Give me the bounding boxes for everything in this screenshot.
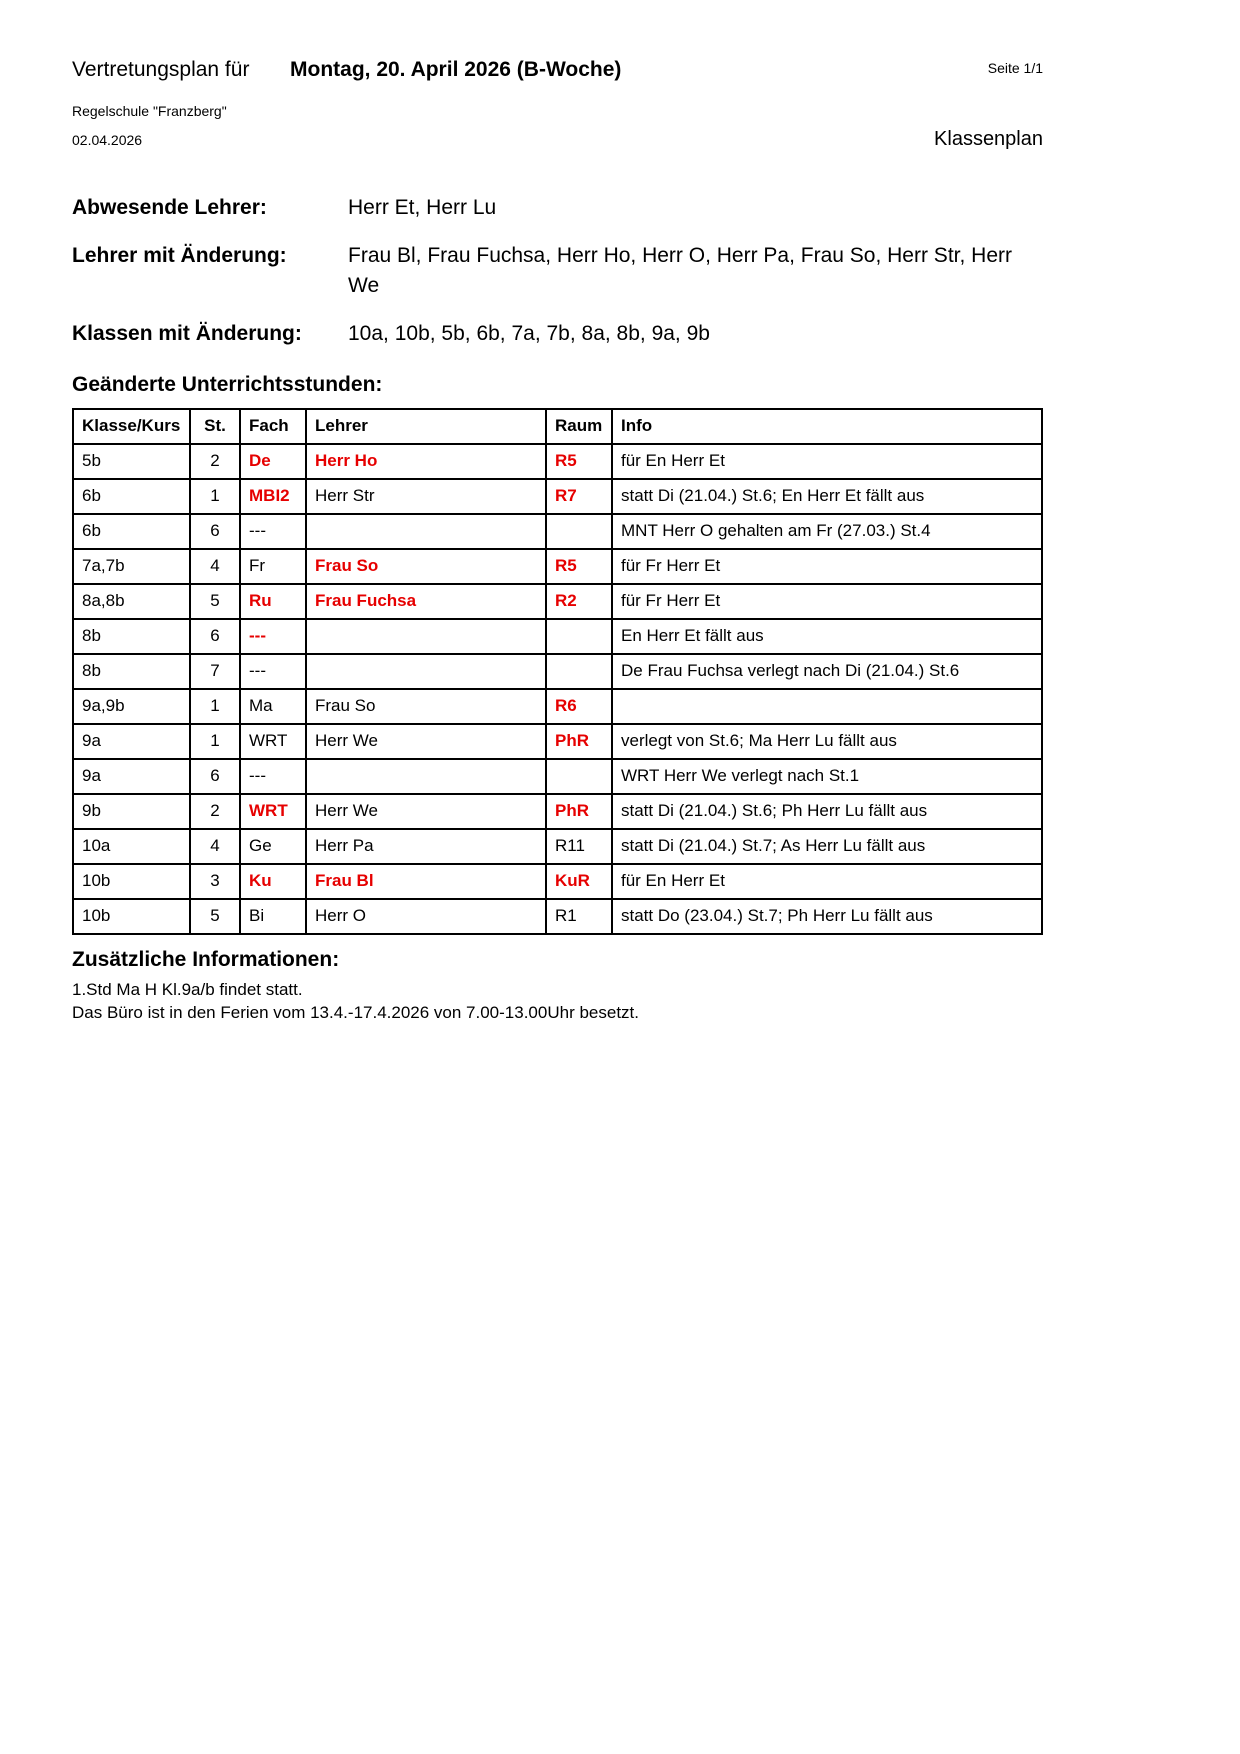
col-header-lehrer: Lehrer xyxy=(306,409,546,444)
cell-st: 5 xyxy=(190,899,240,934)
cell-st: 5 xyxy=(190,584,240,619)
table-header-row xyxy=(73,409,1042,444)
table-row xyxy=(73,724,1042,759)
cell-st: 1 xyxy=(190,479,240,514)
cell-info: WRT Herr We verlegt nach St.1 xyxy=(612,759,1042,794)
cell-fach: Ma xyxy=(240,689,306,724)
cell-info: De Frau Fuchsa verlegt nach Di (21.04.) St.6 xyxy=(612,654,1042,689)
cell-fach: MBI2 xyxy=(240,479,306,514)
school-name: Regelschule "Franzberg" xyxy=(72,103,227,119)
additional-info-line-2: Das Büro ist in den Ferien vom 13.4.-17.4.2026 von 7.00-13.00Uhr besetzt. xyxy=(72,1002,639,1022)
table-row xyxy=(73,654,1042,689)
cell-lehrer xyxy=(306,514,546,549)
cell-klasse: 9b xyxy=(73,794,190,829)
cell-fach: De xyxy=(240,444,306,479)
cell-info: statt Di (21.04.) St.7; As Herr Lu fällt aus xyxy=(612,829,1042,864)
cell-st: 2 xyxy=(190,444,240,479)
cell-st: 7 xyxy=(190,654,240,689)
absent-teachers-value: Herr Et, Herr Lu xyxy=(348,196,497,219)
changed-teachers-label: Lehrer mit Änderung: xyxy=(72,244,287,268)
cell-lehrer: Frau So xyxy=(306,549,546,584)
cell-info: statt Di (21.04.) St.6; Ph Herr Lu fällt aus xyxy=(612,794,1042,829)
cell-raum: R1 xyxy=(546,899,612,934)
cell-raum xyxy=(546,759,612,794)
cell-st: 6 xyxy=(190,514,240,549)
changed-classes-label: Klassen mit Änderung: xyxy=(72,322,302,346)
cell-st: 1 xyxy=(190,724,240,759)
changed-classes-row xyxy=(72,319,1043,348)
substitution-table-body xyxy=(73,444,1042,934)
page-indicator: Seite 1/1 xyxy=(987,60,1043,76)
cell-info: En Herr Et fällt aus xyxy=(612,619,1042,654)
cell-fach: Ku xyxy=(240,864,306,899)
cell-lehrer xyxy=(306,654,546,689)
additional-info-line-1: 1.Std Ma H Kl.9a/b findet statt. xyxy=(72,979,303,999)
cell-fach: --- xyxy=(240,759,306,794)
document-title-prefix: Vertretungsplan für xyxy=(72,58,250,81)
header xyxy=(72,58,1043,82)
cell-fach: Ru xyxy=(240,584,306,619)
cell-info: für En Herr Et xyxy=(612,444,1042,479)
table-row xyxy=(73,444,1042,479)
cell-st: 4 xyxy=(190,549,240,584)
col-header-info: Info xyxy=(612,409,1042,444)
school-line xyxy=(72,103,1043,119)
summary-block xyxy=(72,193,1043,349)
cell-raum: R7 xyxy=(546,479,612,514)
cell-klasse: 6b xyxy=(73,479,190,514)
changed-teachers-value: Frau Bl, Frau Fuchsa, Herr Ho, Herr O, Herr Pa, Frau So, Herr Str, Herr We xyxy=(348,244,1012,297)
cell-klasse: 8a,8b xyxy=(73,584,190,619)
cell-info: verlegt von St.6; Ma Herr Lu fällt aus xyxy=(612,724,1042,759)
cell-fach: WRT xyxy=(240,724,306,759)
cell-raum xyxy=(546,619,612,654)
date-line xyxy=(72,128,1043,151)
substitution-table xyxy=(72,408,1043,935)
cell-lehrer: Frau So xyxy=(306,689,546,724)
cell-klasse: 10b xyxy=(73,899,190,934)
table-row xyxy=(73,689,1042,724)
cell-klasse: 6b xyxy=(73,514,190,549)
cell-fach: Bi xyxy=(240,899,306,934)
cell-lehrer: Frau Fuchsa xyxy=(306,584,546,619)
cell-lehrer: Herr We xyxy=(306,794,546,829)
col-header-fach: Fach xyxy=(240,409,306,444)
cell-info: statt Do (23.04.) St.7; Ph Herr Lu fällt aus xyxy=(612,899,1042,934)
cell-klasse: 5b xyxy=(73,444,190,479)
substitution-table-head xyxy=(73,409,1042,444)
cell-lehrer: Frau Bl xyxy=(306,864,546,899)
absent-teachers-label: Abwesende Lehrer: xyxy=(72,196,267,219)
plan-type-label: Klassenplan xyxy=(934,128,1043,150)
col-header-klasse: Klasse/Kurs xyxy=(73,409,190,444)
cell-klasse: 7a,7b xyxy=(73,549,190,584)
cell-klasse: 9a xyxy=(73,759,190,794)
cell-st: 4 xyxy=(190,829,240,864)
cell-klasse: 10b xyxy=(73,864,190,899)
cell-fach: WRT xyxy=(240,794,306,829)
cell-fach: --- xyxy=(240,514,306,549)
print-date: 02.04.2026 xyxy=(72,132,143,148)
cell-st: 6 xyxy=(190,619,240,654)
cell-lehrer: Herr We xyxy=(306,724,546,759)
cell-lehrer xyxy=(306,759,546,794)
plan-date-title: Montag, 20. April 2026 (B-Woche) xyxy=(290,58,622,81)
cell-klasse: 9a,9b xyxy=(73,689,190,724)
table-row xyxy=(73,864,1042,899)
cell-info xyxy=(612,689,1042,724)
section-title-changed-lessons: Geänderte Unterrichtsstunden: xyxy=(72,372,383,396)
cell-fach: --- xyxy=(240,654,306,689)
table-row xyxy=(73,829,1042,864)
table-row xyxy=(73,899,1042,934)
section-title-additional-info: Zusätzliche Informationen: xyxy=(72,947,340,971)
table-row xyxy=(73,584,1042,619)
cell-raum: R11 xyxy=(546,829,612,864)
cell-raum: PhR xyxy=(546,794,612,829)
cell-klasse: 9a xyxy=(73,724,190,759)
cell-raum: R5 xyxy=(546,444,612,479)
cell-klasse: 10a xyxy=(73,829,190,864)
cell-st: 1 xyxy=(190,689,240,724)
cell-raum: R5 xyxy=(546,549,612,584)
cell-lehrer xyxy=(306,619,546,654)
cell-klasse: 8b xyxy=(73,654,190,689)
cell-info: für Fr Herr Et xyxy=(612,584,1042,619)
changed-teachers-row xyxy=(72,241,1043,300)
cell-raum: PhR xyxy=(546,724,612,759)
cell-info: MNT Herr O gehalten am Fr (27.03.) St.4 xyxy=(612,514,1042,549)
col-header-raum: Raum xyxy=(546,409,612,444)
cell-st: 3 xyxy=(190,864,240,899)
cell-st: 2 xyxy=(190,794,240,829)
table-row xyxy=(73,479,1042,514)
cell-raum: R6 xyxy=(546,689,612,724)
cell-lehrer: Herr O xyxy=(306,899,546,934)
absent-teachers-row xyxy=(72,193,1043,222)
cell-lehrer: Herr Pa xyxy=(306,829,546,864)
changed-classes-value: 10a, 10b, 5b, 6b, 7a, 7b, 8a, 8b, 9a, 9b xyxy=(348,322,710,346)
cell-info: für Fr Herr Et xyxy=(612,549,1042,584)
table-row xyxy=(73,514,1042,549)
cell-fach: Ge xyxy=(240,829,306,864)
cell-klasse: 8b xyxy=(73,619,190,654)
cell-st: 6 xyxy=(190,759,240,794)
table-row xyxy=(73,619,1042,654)
table-row xyxy=(73,759,1042,794)
cell-lehrer: Herr Ho xyxy=(306,444,546,479)
table-row xyxy=(73,794,1042,829)
cell-info: statt Di (21.04.) St.6; En Herr Et fällt aus xyxy=(612,479,1042,514)
cell-fach: --- xyxy=(240,619,306,654)
cell-raum: KuR xyxy=(546,864,612,899)
cell-lehrer: Herr Str xyxy=(306,479,546,514)
col-header-stunde: St. xyxy=(190,409,240,444)
table-row xyxy=(73,549,1042,584)
cell-fach: Fr xyxy=(240,549,306,584)
cell-raum xyxy=(546,654,612,689)
cell-info: für En Herr Et xyxy=(612,864,1042,899)
cell-raum xyxy=(546,514,612,549)
cell-raum: R2 xyxy=(546,584,612,619)
